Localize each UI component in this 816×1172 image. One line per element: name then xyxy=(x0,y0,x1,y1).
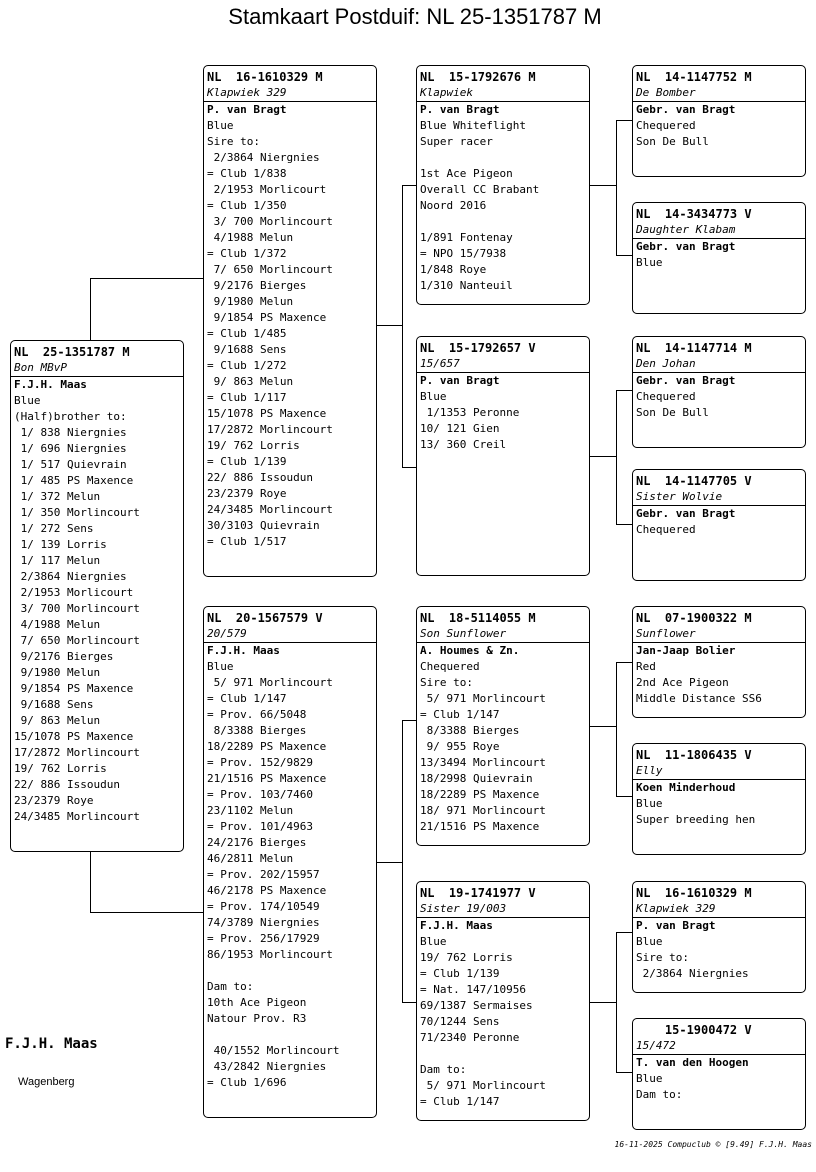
bird-name: Klapwiek 329 xyxy=(633,901,805,918)
info-line: 9/ 955 Roye xyxy=(420,740,500,753)
ring-number: NL 14-1147752 M xyxy=(636,70,752,84)
info-line: 8/3388 Bierges xyxy=(207,724,307,737)
bird-name: 15/657 xyxy=(417,356,589,373)
info-line: 9/ 863 Melun xyxy=(207,375,294,388)
info-line: Blue xyxy=(636,256,663,269)
info-line: 19/ 762 Lorris xyxy=(207,439,300,452)
info-line: Son De Bull xyxy=(636,406,709,419)
info-line: Super racer xyxy=(420,135,493,148)
info-line: Natour Prov. R3 xyxy=(207,1012,307,1025)
info-line: 1/ 517 Quievrain xyxy=(14,458,127,471)
breeder-name: P. van Bragt xyxy=(420,374,500,387)
info-line: 3/ 700 Morlincourt xyxy=(207,215,333,228)
bird-name: Sister Wolvie xyxy=(633,489,805,506)
bird-name: Daughter Klabam xyxy=(633,222,805,239)
breeder-name: Gebr. van Bragt xyxy=(636,103,736,116)
info-line: = Club 1/139 xyxy=(207,455,287,468)
bird-card-main[interactable] xyxy=(10,340,184,852)
info-line: = Nat. 147/10956 xyxy=(420,983,526,996)
info-line: 17/2872 Morlincourt xyxy=(207,423,333,436)
info-line: Chequered xyxy=(636,390,696,403)
info-line: = Club 1/350 xyxy=(207,199,287,212)
ring-number: NL 20-1567579 V xyxy=(207,611,323,625)
page-title: Stamkaart Postduif: NL 25-1351787 M xyxy=(228,4,602,29)
info-line: 4/1988 Melun xyxy=(14,618,101,631)
info-line: = Club 1/372 xyxy=(207,247,287,260)
info-line: = Prov. 202/15957 xyxy=(207,868,320,881)
bird-card-sd-dam[interactable] xyxy=(632,469,806,581)
info-line: 69/1387 Sermaises xyxy=(420,999,533,1012)
info-line: = Prov. 66/5048 xyxy=(207,708,307,721)
info-line: = Club 1/838 xyxy=(207,167,287,180)
info-line: Blue xyxy=(14,394,41,407)
bird-card-sd-sire[interactable] xyxy=(632,336,806,448)
footer-info: 16-11-2025 Compuclub © [9.49] F.J.H. Maas xyxy=(614,1140,812,1149)
bird-card-ss-dam[interactable] xyxy=(632,202,806,314)
ring-number: NL 18-5114055 M xyxy=(420,611,536,625)
info-line: Son De Bull xyxy=(636,135,709,148)
breeder-name: T. van den Hoogen xyxy=(636,1056,749,1069)
info-line: 15/1078 PS Maxence xyxy=(14,730,134,743)
info-line: 21/1516 PS Maxence xyxy=(207,772,327,785)
info-line: 46/2178 PS Maxence xyxy=(207,884,327,897)
info-line: 9/ 863 Melun xyxy=(14,714,101,727)
bird-name: Elly xyxy=(633,763,805,780)
info-line: 9/2176 Bierges xyxy=(14,650,114,663)
info-line: Sire to: xyxy=(207,135,260,148)
ring-number: NL 07-1900322 M xyxy=(636,611,752,625)
info-line: 2/1953 Morlicourt xyxy=(207,183,327,196)
info-line: 1st Ace Pigeon xyxy=(420,167,513,180)
ring-number: NL 19-1741977 V xyxy=(420,886,536,900)
info-line: 1/ 696 Niergnies xyxy=(14,442,127,455)
bird-card-dam[interactable] xyxy=(203,606,377,1118)
info-line: 22/ 886 Issoudun xyxy=(207,471,313,484)
bird-card-dd-dam[interactable] xyxy=(632,1018,806,1130)
info-line: = Prov. 174/10549 xyxy=(207,900,320,913)
info-line: 18/2998 Quievrain xyxy=(420,772,533,785)
info-line: 10th Ace Pigeon xyxy=(207,996,307,1009)
info-line: 13/3494 Morlincourt xyxy=(420,756,546,769)
breeder-name: Gebr. van Bragt xyxy=(636,374,736,387)
info-line: 43/2842 Niergnies xyxy=(207,1060,327,1073)
bird-card-ss-sire[interactable] xyxy=(632,65,806,177)
ring-number: NL 15-1792676 M xyxy=(420,70,536,84)
info-line: = Club 1/147 xyxy=(420,1095,500,1108)
bird-card-ds-dam[interactable] xyxy=(632,743,806,855)
info-line: 18/ 971 Morlincourt xyxy=(420,804,546,817)
info-line: = NPO 15/7938 xyxy=(420,247,507,260)
info-line: 23/2379 Roye xyxy=(14,794,94,807)
bird-name: Son Sunflower xyxy=(417,626,589,643)
info-line: 5/ 971 Morlincourt xyxy=(420,692,546,705)
breeder-name: Jan-Jaap Bolier xyxy=(636,644,736,657)
breeder-name: Gebr. van Bragt xyxy=(636,240,736,253)
info-line: 9/2176 Bierges xyxy=(207,279,307,292)
info-line: 23/1102 Melun xyxy=(207,804,294,817)
info-line: 9/1688 Sens xyxy=(14,698,94,711)
info-line: 1/1353 Peronne xyxy=(420,406,520,419)
ring-number: NL 14-1147705 V xyxy=(636,474,752,488)
info-line: Chequered xyxy=(636,523,696,536)
info-line: 18/2289 PS Maxence xyxy=(420,788,540,801)
breeder-name: F.J.H. Maas xyxy=(207,644,280,657)
breeder-name: P. van Bragt xyxy=(207,103,287,116)
info-line: 3/ 700 Morlincourt xyxy=(14,602,140,615)
info-line: = Club 1/147 xyxy=(207,692,287,705)
info-line: 71/2340 Peronne xyxy=(420,1031,520,1044)
info-line: 4/1988 Melun xyxy=(207,231,294,244)
info-line: 1/310 Nanteuil xyxy=(420,279,513,292)
info-line: 1/ 117 Melun xyxy=(14,554,101,567)
info-line: 2nd Ace Pigeon xyxy=(636,676,729,689)
info-line: = Prov. 101/4963 xyxy=(207,820,313,833)
info-line: Blue xyxy=(207,660,234,673)
info-line: Dam to: xyxy=(207,980,254,993)
info-line: Sire to: xyxy=(420,676,473,689)
info-line: Blue xyxy=(420,390,447,403)
info-line: 2/1953 Morlicourt xyxy=(14,586,134,599)
info-line: 1/ 838 Niergnies xyxy=(14,426,127,439)
breeder-name: F.J.H. Maas xyxy=(420,919,493,932)
info-line: 19/ 762 Lorris xyxy=(14,762,107,775)
info-line: Blue xyxy=(636,797,663,810)
info-line: 18/2289 PS Maxence xyxy=(207,740,327,753)
info-line: 9/1854 PS Maxence xyxy=(207,311,327,324)
info-line: Dam to: xyxy=(420,1063,467,1076)
info-line: 17/2872 Morlincourt xyxy=(14,746,140,759)
bird-card-dd-sire[interactable] xyxy=(632,881,806,993)
breeder-name: P. van Bragt xyxy=(420,103,500,116)
info-line: 24/3485 Morlincourt xyxy=(14,810,140,823)
bird-card-sire-dam[interactable] xyxy=(416,336,590,576)
breeder-name: F.J.H. Maas xyxy=(14,378,87,391)
ring-number: NL 11-1806435 V xyxy=(636,748,752,762)
info-line: 5/ 971 Morlincourt xyxy=(420,1079,546,1092)
bird-card-dam-sire[interactable] xyxy=(416,606,590,846)
info-line: 9/1688 Sens xyxy=(207,343,287,356)
bird-name: 15/472 xyxy=(633,1038,805,1055)
breeder-name: P. van Bragt xyxy=(636,919,716,932)
info-line xyxy=(207,1027,373,1043)
ring-number: 15-1900472 V xyxy=(636,1023,752,1037)
info-line: 86/1953 Morlincourt xyxy=(207,948,333,961)
bird-name: Sister 19/003 xyxy=(417,901,589,918)
info-line: Blue xyxy=(207,119,234,132)
info-line: 2/3864 Niergnies xyxy=(14,570,127,583)
info-line: 40/1552 Morlincourt xyxy=(207,1044,340,1057)
info-line: Super breeding hen xyxy=(636,813,756,826)
info-line: Noord 2016 xyxy=(420,199,487,212)
info-line: = Club 1/696 xyxy=(207,1076,287,1089)
bird-name: Den Johan xyxy=(633,356,805,373)
ring-number: NL 14-1147714 M xyxy=(636,341,752,355)
info-line xyxy=(207,963,373,979)
info-line: 23/2379 Roye xyxy=(207,487,287,500)
info-line: 7/ 650 Morlincourt xyxy=(14,634,140,647)
info-line: 2/3864 Niergnies xyxy=(207,151,320,164)
info-line: = Club 1/147 xyxy=(420,708,500,721)
ring-number: NL 16-1610329 M xyxy=(636,886,752,900)
owner-location: Wagenberg xyxy=(18,1076,75,1088)
info-line xyxy=(420,214,586,230)
info-line: 1/ 350 Morlincourt xyxy=(14,506,140,519)
ring-number: NL 16-1610329 M xyxy=(207,70,323,84)
info-line: 1/891 Fontenay xyxy=(420,231,513,244)
bird-name: Sunflower xyxy=(633,626,805,643)
info-line: = Prov. 256/17929 xyxy=(207,932,320,945)
info-line: Dam to: xyxy=(636,1088,683,1101)
info-line: 70/1244 Sens xyxy=(420,1015,500,1028)
info-line: = Club 1/485 xyxy=(207,327,287,340)
info-line: 21/1516 PS Maxence xyxy=(420,820,540,833)
info-line: 24/2176 Bierges xyxy=(207,836,307,849)
info-line: 1/ 272 Sens xyxy=(14,522,94,535)
info-line: Red xyxy=(636,660,656,673)
info-line: 1/848 Roye xyxy=(420,263,487,276)
bird-card-dam-dam[interactable] xyxy=(416,881,590,1121)
info-line: Blue Whiteflight xyxy=(420,119,526,132)
ring-number: NL 14-3434773 V xyxy=(636,207,752,221)
info-line: (Half)brother to: xyxy=(14,410,127,423)
bird-name: Klapwiek 329 xyxy=(204,85,376,102)
info-line: Chequered xyxy=(636,119,696,132)
bird-name: De Bomber xyxy=(633,85,805,102)
info-line: 1/ 372 Melun xyxy=(14,490,101,503)
info-line: Sire to: xyxy=(636,951,689,964)
info-line: 24/3485 Morlincourt xyxy=(207,503,333,516)
ring-number: NL 15-1792657 V xyxy=(420,341,536,355)
breeder-name: Gebr. van Bragt xyxy=(636,507,736,520)
info-line: 74/3789 Niergnies xyxy=(207,916,320,929)
info-line: 10/ 121 Gien xyxy=(420,422,500,435)
info-line: 8/3388 Bierges xyxy=(420,724,520,737)
ring-number: NL 25-1351787 M xyxy=(14,345,130,359)
info-line: 9/1980 Melun xyxy=(207,295,294,308)
breeder-name: A. Houmes & Zn. xyxy=(420,644,520,657)
bird-name: 20/579 xyxy=(204,626,376,643)
bird-name: Klapwiek xyxy=(417,85,589,102)
info-line: Blue xyxy=(636,935,663,948)
info-line: 22/ 886 Issoudun xyxy=(14,778,120,791)
info-line: = Prov. 103/7460 xyxy=(207,788,313,801)
bird-card-sire-sire[interactable] xyxy=(416,65,590,305)
info-line: = Prov. 152/9829 xyxy=(207,756,313,769)
info-line: Middle Distance SS6 xyxy=(636,692,762,705)
info-line: 1/ 139 Lorris xyxy=(14,538,107,551)
info-line: 1/ 485 PS Maxence xyxy=(14,474,134,487)
info-line: = Club 1/517 xyxy=(207,535,287,548)
info-line: 19/ 762 Lorris xyxy=(420,951,513,964)
info-line: 9/1980 Melun xyxy=(14,666,101,679)
owner-name: F.J.H. Maas xyxy=(5,1036,98,1052)
info-line xyxy=(420,1046,586,1062)
info-line: 2/3864 Niergnies xyxy=(636,967,749,980)
info-line: 5/ 971 Morlincourt xyxy=(207,676,333,689)
info-line: 30/3103 Quievrain xyxy=(207,519,320,532)
info-line: = Club 1/139 xyxy=(420,967,500,980)
info-line: Chequered xyxy=(420,660,480,673)
info-line: 9/1854 PS Maxence xyxy=(14,682,134,695)
info-line: 15/1078 PS Maxence xyxy=(207,407,327,420)
info-line xyxy=(420,150,586,166)
info-line: Overall CC Brabant xyxy=(420,183,540,196)
info-line: 13/ 360 Creil xyxy=(420,438,507,451)
info-line: = Club 1/117 xyxy=(207,391,287,404)
bird-card-sire[interactable] xyxy=(203,65,377,577)
info-line: 46/2811 Melun xyxy=(207,852,294,865)
info-line: Blue xyxy=(636,1072,663,1085)
bird-name: Bon MBvP xyxy=(11,360,183,377)
bird-card-ds-sire[interactable] xyxy=(632,606,806,718)
info-line: 7/ 650 Morlincourt xyxy=(207,263,333,276)
info-line: Blue xyxy=(420,935,447,948)
info-line: = Club 1/272 xyxy=(207,359,287,372)
breeder-name: Koen Minderhoud xyxy=(636,781,736,794)
